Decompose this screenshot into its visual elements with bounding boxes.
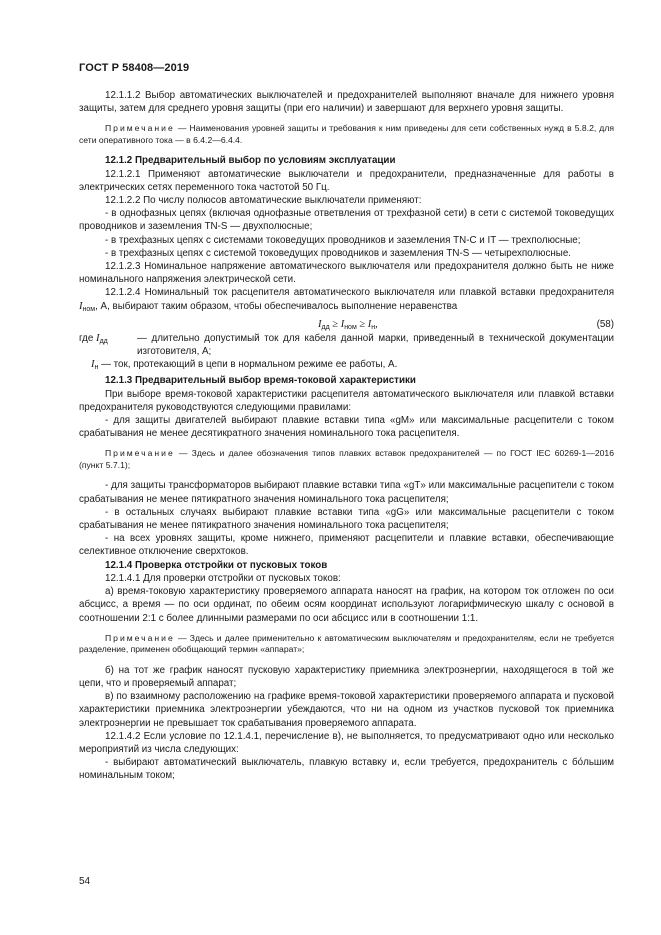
- list-item-a: а) время-токовую характеристику проверяемого аппарата наносят на график, на котором ток отложен по оси абсцисс, а время — по оси ординат, по обеим осям координат используют логарифмическую шкалу с основой в соотношении 2:1 с более длинными размерами по оси абсцисс или в соотношении 1:1.: [79, 586, 614, 624]
- page-number: 54: [79, 876, 91, 887]
- formula-expression: $I_{дд} \ge I_{ном} \ge I_н$,: [318, 318, 378, 331]
- paragraph-12-1-2-4-end: , А, выбирают таким образом, чтобы обеспечивалось выполнение неравенства: [95, 300, 458, 312]
- where-word: где: [79, 332, 94, 344]
- paragraph-12-1-2-1: 12.1.2.1 Применяют автоматические выключатели и предохранители, предназначенные для работы в электрических сетях переменного тока частотой 50 Гц.: [79, 168, 614, 193]
- formula-58: [79, 316, 614, 332]
- list-item-three-phase-tns: - в трехфазных цепях с системой токоведущих проводников и заземления TN-S — четырехполюсные.: [105, 247, 571, 259]
- paragraph-12-1-4-1: 12.1.4.1 Для проверки отстройки от пусковых токов:: [105, 572, 341, 584]
- note-2: [79, 448, 614, 471]
- subscript-dd: дд: [99, 337, 108, 345]
- where-n-text: — ток, протекающий в цепи в нормальном режиме ее работы, А.: [101, 359, 398, 371]
- heading-12-1-4: 12.1.4 Проверка отстройки от пусковых токов: [105, 559, 328, 571]
- symbol-i: I: [367, 318, 372, 330]
- page-content: [79, 89, 614, 783]
- note-label: Примечание: [105, 632, 175, 643]
- symbol-ge: ≥: [359, 318, 366, 330]
- subscript-nom: ном: [344, 323, 357, 331]
- symbol-i-dd: [96, 333, 108, 344]
- subscript-n: н: [94, 364, 99, 372]
- note-label: Примечание: [105, 123, 175, 134]
- where-n: [79, 358, 614, 374]
- paragraph-12-1-2-4: [79, 286, 614, 315]
- where-label: [79, 332, 137, 358]
- subscript-n: н: [371, 323, 376, 331]
- symbol-i-n: [91, 359, 98, 370]
- where-dd-text: — длительно допустимый ток для кабеля данной марки, приведенный в технической документации изготовителя, А;: [137, 332, 614, 358]
- subscript-nom: ном: [82, 305, 96, 313]
- heading-12-1-2: 12.1.2 Предварительный выбор по условиям эксплуатации: [105, 155, 396, 167]
- symbol-ge: ≥: [332, 318, 339, 330]
- list-item-single-phase: - в однофазных цепях (включая однофазные ответвления от трехфазной сети) в сети с системой токоведущих проводников и заземления TN-S — двухполюсные;: [79, 208, 614, 233]
- paragraph-12-1-1-2: 12.1.1.2 Выбор автоматических выключателей и предохранителей выполняют вначале для нижнего уровня защиты, затем для среднего уровня защиты (при его наличии) и завершают для верхнего уровня защиты.: [79, 90, 614, 115]
- list-item-motors: - для защиты двигателей выбирают плавкие вставки типа «gM» или максимальные расцепители с током срабатывания не менее десятикратного значения номинального тока расцепителя.: [79, 415, 614, 440]
- list-item-b: б) на тот же график наносят пусковую характеристику приемника электроэнергии, находящегося в той же цепи, что и проверяемый аппарат;: [79, 664, 614, 689]
- symbol-i: I: [79, 300, 83, 312]
- list-item-transformers: - для защиты трансформаторов выбирают плавкие вставки типа «gT» или максимальные расцепители с током срабатывания не менее пятикратного значения номинального тока расцепителя;: [79, 480, 614, 505]
- list-item-v: в) по взаимному расположению на графике время-токовой характеристики проверяемого аппарата и пусковой характеристики приемника электроэнергии убеждаются, что ни на одном из участков пусковой ток приемника электроэнергии не превышает ток срабатывания проверяемого аппарата.: [79, 691, 614, 729]
- list-item-all-levels: - на всех уровнях защиты, кроме нижнего, применяют расцепители и плавкие вставки, обеспечивающие селективное отключение сверхтоков.: [79, 533, 614, 558]
- note-3: [79, 633, 614, 656]
- note-label: Примечание: [105, 448, 175, 459]
- note-2-text: — Здесь и далее обозначения типов плавких вставок предохранителей — по ГОСТ IEC 60269-1—2016 (пункт 5.7.1);: [79, 448, 614, 470]
- paragraph-12-1-2-3: 12.1.2.3 Номинальное напряжение автоматического выключателя или предохранителя должно быть не ниже номинального напряжения электрической сети.: [79, 261, 614, 286]
- list-item-larger-current: - выбирают автоматический выключатель, плавкую вставку и, если требуется, предохранитель с бо́льшим номинальным током;: [79, 757, 614, 782]
- symbol-i: I: [96, 332, 100, 344]
- symbol-i: I: [340, 318, 345, 330]
- note-3-text: — Здесь и далее применительно к автоматическим выключателям и предохранителям, если не требуется разделение, применен обобщающий термин «аппарат»;: [79, 632, 614, 655]
- heading-12-1-3: 12.1.3 Предварительный выбор время-токовой характеристики: [105, 375, 416, 387]
- symbol-i-nom: [79, 301, 95, 312]
- subscript-dd: дд: [321, 323, 330, 331]
- note-1-text: — Наименования уровней защиты и требования к ним приведены для сети собственных нужд в 5.8.2, для сети оперативного тока — в 6.4.2—6.4.4.: [79, 123, 614, 145]
- paragraph-12-1-4-2: 12.1.4.2 Если условие по 12.1.4.1, перечисление в), не выполняется, то предусматривают одно или несколько мероприятий из числа следующих:: [79, 730, 614, 755]
- paragraph-12-1-2-2: 12.1.2.2 По числу полюсов автоматические выключатели применяют:: [105, 195, 422, 207]
- paragraph-12-1-2-4-start: 12.1.2.4 Номинальный ток расцепителя автоматического выключателя или плавкой вставки предохранителя: [105, 287, 614, 299]
- note-1: [79, 123, 614, 146]
- symbol-i: I: [91, 359, 95, 371]
- symbol-i: I: [318, 318, 322, 330]
- page-header: ГОСТ Р 58408—2019: [79, 62, 190, 74]
- list-item-three-phase-tnc: - в трехфазных цепях с системами токоведущих проводников и заземления TN-C и IT — трехполюсные;: [105, 234, 581, 246]
- paragraph-12-1-3: При выборе время-токовой характеристики расцепителя автоматического выключателя или плавкой вставки предохранителя руководствуются следующими правилами:: [79, 388, 614, 413]
- formula-number: (58): [596, 318, 614, 330]
- list-item-other-cases: - в остальных случаях выбирают плавкие вставки типа «gG» или максимальные расцепители с током срабатывания не менее пятикратного значения номинального тока расцепителя;: [79, 506, 614, 532]
